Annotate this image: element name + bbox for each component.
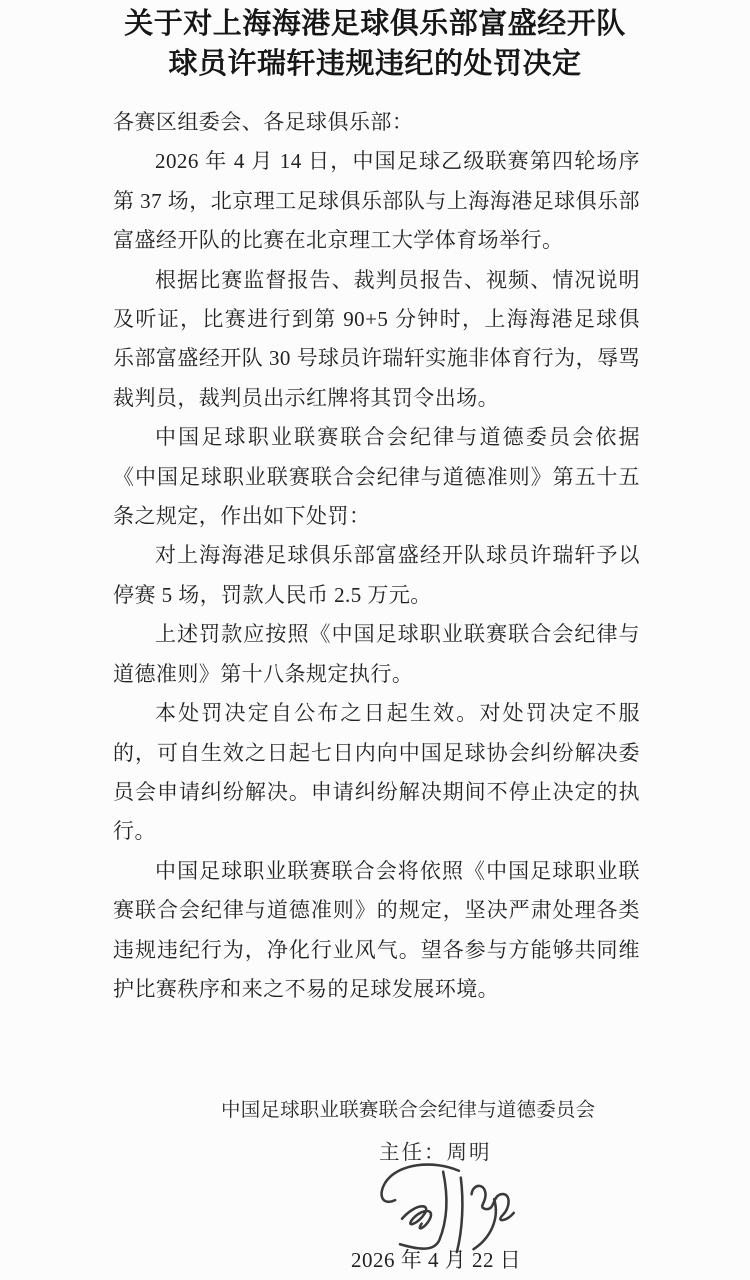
paragraph-closing-statement: 中国足球职业联赛联合会将依照《中国足球职业联赛联合会纪律与道德准则》的规定，坚决严肃处理各类违规违纪行为，净化行业风气。望各参与方能够共同维护比赛秩序和来之不易的足球发展环境。 [113,858,640,1001]
paragraph-incident-description: 根据比赛监督报告、裁判员报告、视频、情况说明及听证，比赛进行到第 90+5 分钟时，上海海港足球俱乐部富盛经开队 30 号球员许瑞轩实施非体育行为，辱骂裁判员，裁判员出示红牌将其罚令出场。 [113,267,640,410]
paragraph-fine-execution: 上述罚款应按照《中国足球职业联赛联合会纪律与道德准则》第十八条规定执行。 [113,622,640,686]
document-title-line-1: 关于对上海海港足球俱乐部富盛经开队 [124,8,626,40]
paragraph-penalty: 对上海海港足球俱乐部富盛经开队球员许瑞轩予以停赛 5 场，罚款人民币 2.5 万元。 [113,543,640,607]
issuing-committee-name: 中国足球职业联赛联合会纪律与道德委员会 [221,1100,596,1121]
paragraph-effective-appeal: 本处罚决定自公布之日起生效。对处罚决定不服的，可自生效之日起七日内向中国足球协会纠纷解决委员会申请纠纷解决。申请纠纷解决期间不停止决定的执行。 [113,701,640,844]
document-title-line-2: 球员许瑞轩违规违纪的处罚决定 [168,48,582,80]
paragraph-match-info: 2026 年 4 月 14 日，中国足球乙级联赛第四轮场序第 37 场，北京理工足球俱乐部队与上海海港足球俱乐部富盛经开队的比赛在北京理工大学体育场举行。 [113,149,640,253]
salutation: 各赛区组委会、各足球俱乐部： [113,110,414,134]
document-body [113,103,640,1009]
document-title [0,4,750,84]
signer-title-and-name: 主任：周明 [379,1142,492,1164]
paragraph-ruling-basis: 中国足球职业联赛联合会纪律与道德委员会依据《中国足球职业联赛联合会纪律与道德准则》第五十五条之规定，作出如下处罚： [113,425,640,529]
handwritten-signature-image [372,1158,530,1256]
issue-date: 2026 年 4 月 22 日 [351,1248,522,1272]
